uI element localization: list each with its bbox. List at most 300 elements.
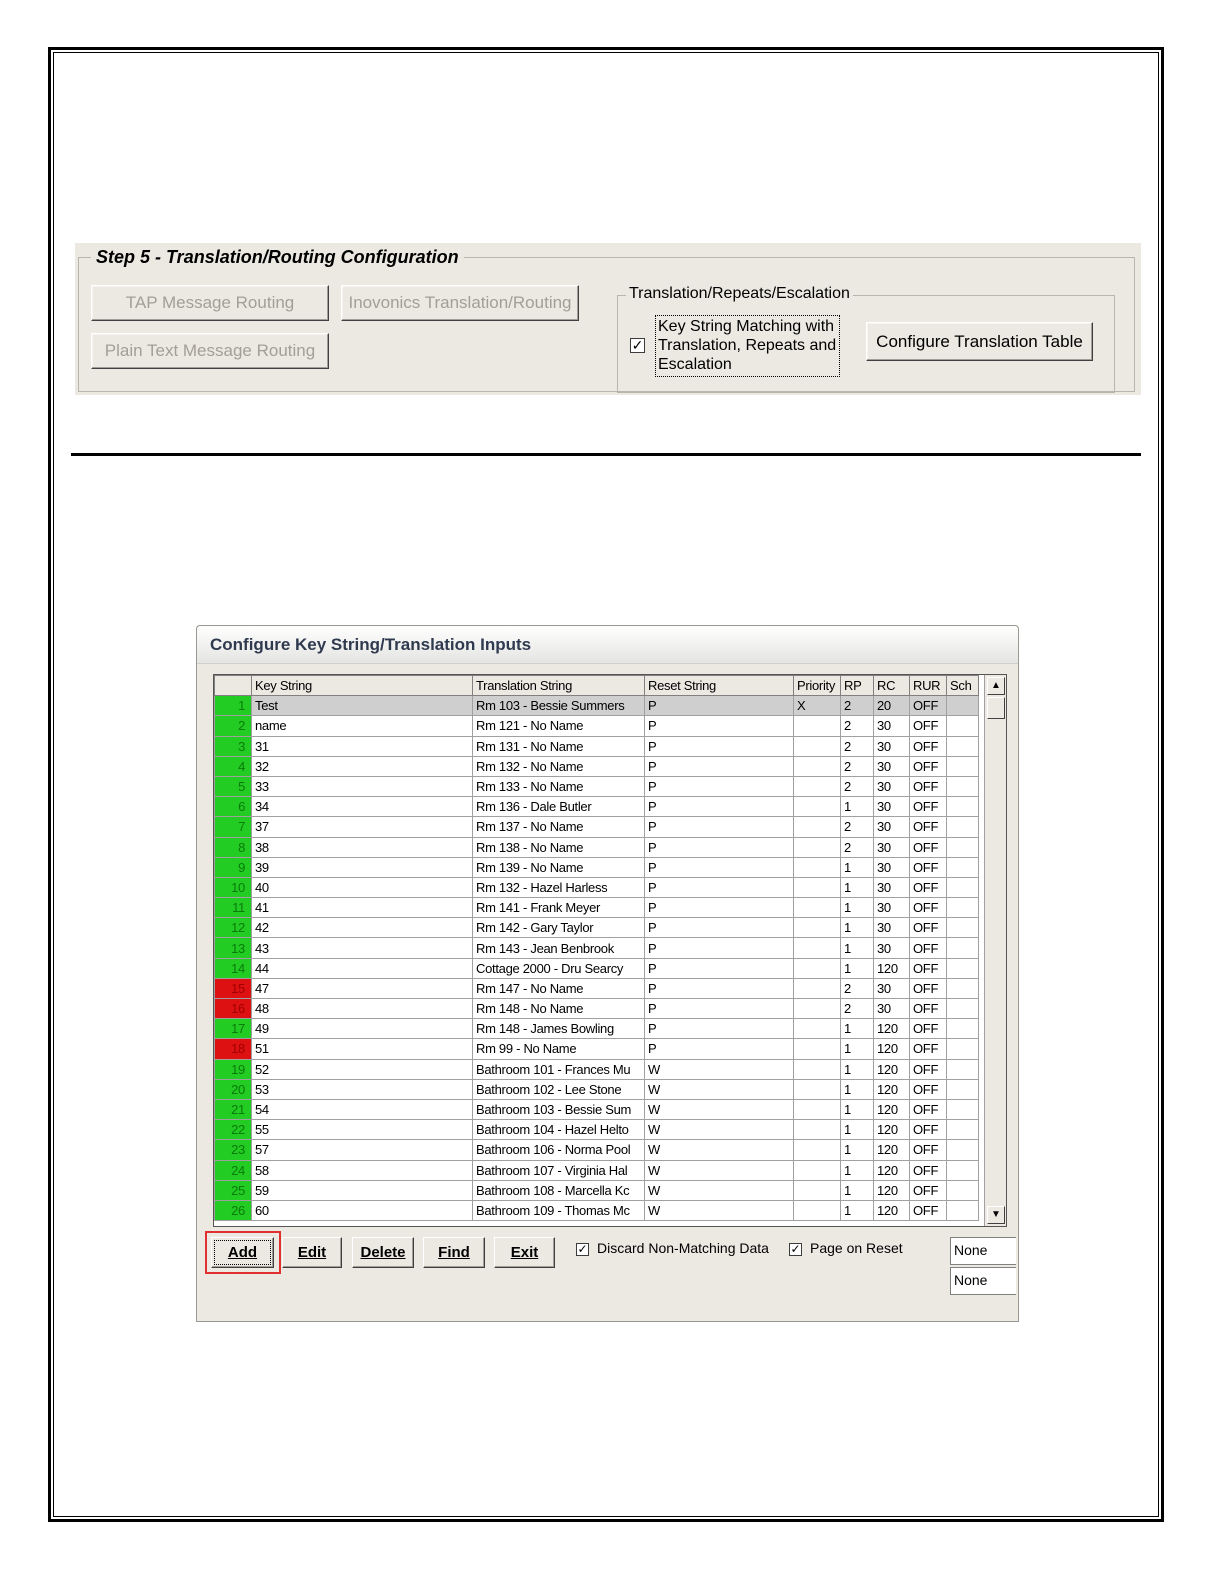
- key-string-cell[interactable]: 59: [252, 1180, 473, 1200]
- key-string-cell[interactable]: 53: [252, 1079, 473, 1099]
- sch-cell[interactable]: [947, 1059, 979, 1079]
- rur-cell[interactable]: OFF: [910, 938, 947, 958]
- priority-cell[interactable]: [794, 1120, 841, 1140]
- table-row[interactable]: [215, 797, 979, 817]
- rur-cell[interactable]: OFF: [910, 817, 947, 837]
- row-number-cell[interactable]: 22: [215, 1120, 252, 1140]
- rc-cell[interactable]: 20: [874, 696, 910, 716]
- rc-cell[interactable]: 30: [874, 898, 910, 918]
- table-row[interactable]: [215, 958, 979, 978]
- sch-cell[interactable]: [947, 1039, 979, 1059]
- sch-cell[interactable]: [947, 817, 979, 837]
- row-number-cell[interactable]: 13: [215, 938, 252, 958]
- row-number-cell[interactable]: 4: [215, 756, 252, 776]
- rp-cell[interactable]: 1: [841, 958, 874, 978]
- exit-button-label: Exit: [510, 1244, 539, 1261]
- translation-string-cell[interactable]: Rm 132 - No Name: [473, 756, 645, 776]
- rur-cell[interactable]: OFF: [910, 1039, 947, 1059]
- rc-cell[interactable]: 120: [874, 1200, 910, 1220]
- translation-string-cell[interactable]: Cottage 2000 - Dru Searcy: [473, 958, 645, 978]
- key-string-grid[interactable]: [213, 674, 1007, 1227]
- table-row[interactable]: [215, 1099, 979, 1119]
- sch-cell[interactable]: [947, 756, 979, 776]
- key-string-cell[interactable]: 58: [252, 1160, 473, 1180]
- column-header[interactable]: Reset String: [645, 676, 794, 696]
- row-number-cell[interactable]: 21: [215, 1099, 252, 1119]
- table-row[interactable]: [215, 877, 979, 897]
- rur-cell[interactable]: OFF: [910, 756, 947, 776]
- rc-cell[interactable]: 120: [874, 1099, 910, 1119]
- priority-cell[interactable]: X: [794, 696, 841, 716]
- dialog-title: Configure Key String/Translation Inputs: [197, 626, 1018, 664]
- column-header[interactable]: RUR: [910, 676, 947, 696]
- table-row[interactable]: [215, 1180, 979, 1200]
- translation-string-cell[interactable]: Rm 138 - No Name: [473, 837, 645, 857]
- reset-string-cell[interactable]: P: [645, 817, 794, 837]
- step5-panel: [75, 243, 1141, 395]
- reset-string-cell[interactable]: P: [645, 958, 794, 978]
- reset-string-cell[interactable]: W: [645, 1200, 794, 1220]
- rp-cell[interactable]: 2: [841, 978, 874, 998]
- rp-cell[interactable]: 1: [841, 1120, 874, 1140]
- reset-string-cell[interactable]: W: [645, 1180, 794, 1200]
- reset-string-cell[interactable]: P: [645, 776, 794, 796]
- rc-cell[interactable]: 120: [874, 1160, 910, 1180]
- reset-string-cell[interactable]: P: [645, 756, 794, 776]
- priority-cell[interactable]: [794, 958, 841, 978]
- column-header[interactable]: RP: [841, 676, 874, 696]
- translation-string-cell[interactable]: Bathroom 106 - Norma Pool: [473, 1140, 645, 1160]
- rc-cell[interactable]: 120: [874, 1140, 910, 1160]
- reset-string-cell[interactable]: P: [645, 978, 794, 998]
- reset-string-cell[interactable]: P: [645, 999, 794, 1019]
- translation-string-cell[interactable]: Bathroom 108 - Marcella Kc: [473, 1180, 645, 1200]
- key-string-cell[interactable]: 41: [252, 898, 473, 918]
- discard-non-matching-label: Discard Non-Matching Data: [597, 1240, 769, 1256]
- table-row[interactable]: [215, 1200, 979, 1220]
- tap-message-routing-button[interactable]: TAP Message Routing: [91, 285, 329, 321]
- table-row[interactable]: [215, 1039, 979, 1059]
- key-string-cell[interactable]: 52: [252, 1059, 473, 1079]
- table-row[interactable]: [215, 918, 979, 938]
- reset-string-cell[interactable]: P: [645, 898, 794, 918]
- rp-cell[interactable]: 1: [841, 1079, 874, 1099]
- scroll-down-icon[interactable]: ▼: [987, 1206, 1005, 1224]
- priority-cell[interactable]: [794, 1039, 841, 1059]
- key-string-cell[interactable]: 48: [252, 999, 473, 1019]
- rp-cell[interactable]: 1: [841, 898, 874, 918]
- reset-string-cell[interactable]: P: [645, 918, 794, 938]
- rp-cell[interactable]: 1: [841, 1019, 874, 1039]
- rp-cell[interactable]: 1: [841, 1180, 874, 1200]
- row-number-cell[interactable]: 8: [215, 837, 252, 857]
- key-string-cell[interactable]: 60: [252, 1200, 473, 1220]
- sch-cell[interactable]: [947, 797, 979, 817]
- row-number-cell[interactable]: 12: [215, 918, 252, 938]
- priority-cell[interactable]: [794, 1019, 841, 1039]
- priority-cell[interactable]: [794, 1079, 841, 1099]
- rc-cell[interactable]: 30: [874, 797, 910, 817]
- row-number-cell[interactable]: 25: [215, 1180, 252, 1200]
- discard-non-matching-option[interactable]: [576, 1240, 769, 1256]
- rur-cell[interactable]: OFF: [910, 716, 947, 736]
- column-header[interactable]: RC: [874, 676, 910, 696]
- reset-string-cell[interactable]: W: [645, 1079, 794, 1099]
- rur-cell[interactable]: OFF: [910, 857, 947, 877]
- sch-cell[interactable]: [947, 837, 979, 857]
- priority-cell[interactable]: [794, 1059, 841, 1079]
- key-string-cell[interactable]: 40: [252, 877, 473, 897]
- key-string-cell[interactable]: 39: [252, 857, 473, 877]
- key-string-cell[interactable]: 51: [252, 1039, 473, 1059]
- row-number-cell[interactable]: 3: [215, 736, 252, 756]
- sch-cell[interactable]: [947, 857, 979, 877]
- sch-cell[interactable]: [947, 716, 979, 736]
- priority-cell[interactable]: [794, 1140, 841, 1160]
- discard-non-matching-checkbox[interactable]: ✓: [577, 1241, 588, 1256]
- key-string-cell[interactable]: 34: [252, 797, 473, 817]
- translation-string-cell[interactable]: Rm 136 - Dale Butler: [473, 797, 645, 817]
- table-row[interactable]: [215, 1019, 979, 1039]
- sch-cell[interactable]: [947, 978, 979, 998]
- sch-cell[interactable]: [947, 958, 979, 978]
- rur-cell[interactable]: OFF: [910, 1160, 947, 1180]
- priority-cell[interactable]: [794, 857, 841, 877]
- reset-string-cell[interactable]: P: [645, 1039, 794, 1059]
- translation-string-cell[interactable]: Rm 121 - No Name: [473, 716, 645, 736]
- rp-cell[interactable]: 2: [841, 696, 874, 716]
- translation-string-cell[interactable]: Rm 133 - No Name: [473, 776, 645, 796]
- reset-string-cell[interactable]: P: [645, 797, 794, 817]
- priority-cell[interactable]: [794, 756, 841, 776]
- rur-cell[interactable]: OFF: [910, 1180, 947, 1200]
- find-button-label: Find: [438, 1244, 470, 1261]
- row-number-cell[interactable]: 14: [215, 958, 252, 978]
- scroll-up-icon[interactable]: ▲: [987, 677, 1005, 695]
- rp-cell[interactable]: 2: [841, 817, 874, 837]
- priority-cell[interactable]: [794, 938, 841, 958]
- rp-cell[interactable]: 1: [841, 1059, 874, 1079]
- sch-cell[interactable]: [947, 918, 979, 938]
- reset-string-cell[interactable]: P: [645, 736, 794, 756]
- row-number-cell[interactable]: 11: [215, 898, 252, 918]
- priority-cell[interactable]: [794, 797, 841, 817]
- grid-vertical-scrollbar[interactable]: [984, 675, 1006, 1226]
- reset-string-cell[interactable]: P: [645, 938, 794, 958]
- key-matching-label[interactable]: [655, 315, 840, 377]
- rp-cell[interactable]: 1: [841, 918, 874, 938]
- key-string-cell[interactable]: 33: [252, 776, 473, 796]
- row-number-cell[interactable]: 26: [215, 1200, 252, 1220]
- add-button[interactable]: [211, 1237, 274, 1268]
- translation-string-cell[interactable]: Rm 141 - Frank Meyer: [473, 898, 645, 918]
- row-number-cell[interactable]: 15: [215, 978, 252, 998]
- reset-string-cell[interactable]: P: [645, 877, 794, 897]
- reset-string-cell[interactable]: P: [645, 837, 794, 857]
- table-row[interactable]: [215, 756, 979, 776]
- table-row[interactable]: [215, 999, 979, 1019]
- rp-cell[interactable]: 2: [841, 837, 874, 857]
- rur-cell[interactable]: OFF: [910, 1200, 947, 1220]
- row-number-cell[interactable]: 1: [215, 696, 252, 716]
- table-row[interactable]: [215, 776, 979, 796]
- rur-cell[interactable]: OFF: [910, 999, 947, 1019]
- grid-corner-header[interactable]: [215, 676, 252, 696]
- priority-cell[interactable]: [794, 837, 841, 857]
- rc-cell[interactable]: 30: [874, 978, 910, 998]
- rc-cell[interactable]: 30: [874, 918, 910, 938]
- sch-cell[interactable]: [947, 999, 979, 1019]
- translation-string-cell[interactable]: Rm 99 - No Name: [473, 1039, 645, 1059]
- row-number-cell[interactable]: 19: [215, 1059, 252, 1079]
- rp-cell[interactable]: 2: [841, 776, 874, 796]
- key-string-cell[interactable]: 31: [252, 736, 473, 756]
- key-string-table: [214, 675, 979, 1221]
- sch-cell[interactable]: [947, 1079, 979, 1099]
- rp-cell[interactable]: 1: [841, 938, 874, 958]
- translation-string-cell[interactable]: Rm 137 - No Name: [473, 817, 645, 837]
- key-string-cell[interactable]: 43: [252, 938, 473, 958]
- key-string-cell[interactable]: 44: [252, 958, 473, 978]
- priority-cell[interactable]: [794, 716, 841, 736]
- priority-cell[interactable]: [794, 736, 841, 756]
- priority-cell[interactable]: [794, 999, 841, 1019]
- row-number-cell[interactable]: 16: [215, 999, 252, 1019]
- rur-cell[interactable]: OFF: [910, 837, 947, 857]
- translation-string-cell[interactable]: Bathroom 104 - Hazel Helto: [473, 1120, 645, 1140]
- table-row[interactable]: [215, 1160, 979, 1180]
- translation-string-cell[interactable]: Rm 139 - No Name: [473, 857, 645, 877]
- rc-cell[interactable]: 30: [874, 716, 910, 736]
- translation-string-cell[interactable]: Rm 148 - No Name: [473, 999, 645, 1019]
- sch-cell[interactable]: [947, 776, 979, 796]
- rc-cell[interactable]: 30: [874, 736, 910, 756]
- rp-cell[interactable]: 1: [841, 1140, 874, 1160]
- sch-cell[interactable]: [947, 898, 979, 918]
- rp-cell[interactable]: 1: [841, 857, 874, 877]
- rc-cell[interactable]: 120: [874, 958, 910, 978]
- rur-cell[interactable]: OFF: [910, 918, 947, 938]
- reset-string-cell[interactable]: P: [645, 716, 794, 736]
- reset-string-cell[interactable]: W: [645, 1120, 794, 1140]
- row-number-cell[interactable]: 5: [215, 776, 252, 796]
- rp-cell[interactable]: 1: [841, 797, 874, 817]
- page-on-reset-checkbox[interactable]: ✓: [790, 1241, 801, 1256]
- reset-string-cell[interactable]: P: [645, 857, 794, 877]
- rc-cell[interactable]: 120: [874, 1039, 910, 1059]
- table-row[interactable]: [215, 736, 979, 756]
- reset-string-cell[interactable]: P: [645, 1019, 794, 1039]
- rp-cell[interactable]: 1: [841, 1160, 874, 1180]
- reset-string-cell[interactable]: W: [645, 1059, 794, 1079]
- translation-string-cell[interactable]: Rm 103 - Bessie Summers: [473, 696, 645, 716]
- priority-cell[interactable]: [794, 918, 841, 938]
- rp-cell[interactable]: 1: [841, 1099, 874, 1119]
- table-row[interactable]: [215, 1079, 979, 1099]
- priority-cell[interactable]: [794, 1099, 841, 1119]
- rc-cell[interactable]: 30: [874, 999, 910, 1019]
- step5-title: Step 5 - Translation/Routing Configuration: [91, 247, 464, 268]
- reset-string-cell[interactable]: P: [645, 696, 794, 716]
- rc-cell[interactable]: 30: [874, 817, 910, 837]
- rc-cell[interactable]: 120: [874, 1019, 910, 1039]
- priority-cell[interactable]: [794, 978, 841, 998]
- reset-string-cell[interactable]: W: [645, 1140, 794, 1160]
- rc-cell[interactable]: 30: [874, 837, 910, 857]
- translation-string-cell[interactable]: Bathroom 103 - Bessie Sum: [473, 1099, 645, 1119]
- table-row[interactable]: [215, 938, 979, 958]
- rur-cell[interactable]: OFF: [910, 978, 947, 998]
- reset-string-cell[interactable]: W: [645, 1099, 794, 1119]
- rp-cell[interactable]: 1: [841, 1200, 874, 1220]
- rc-cell[interactable]: 30: [874, 938, 910, 958]
- rp-cell[interactable]: 1: [841, 1039, 874, 1059]
- row-number-cell[interactable]: 2: [215, 716, 252, 736]
- page-on-reset-option[interactable]: [789, 1240, 903, 1256]
- find-button[interactable]: [423, 1237, 485, 1268]
- rur-cell[interactable]: OFF: [910, 1120, 947, 1140]
- key-string-cell[interactable]: 38: [252, 837, 473, 857]
- sch-cell[interactable]: [947, 1140, 979, 1160]
- rur-cell[interactable]: OFF: [910, 1140, 947, 1160]
- rur-cell[interactable]: OFF: [910, 898, 947, 918]
- row-number-cell[interactable]: 10: [215, 877, 252, 897]
- rp-cell[interactable]: 2: [841, 736, 874, 756]
- none-field-1[interactable]: None: [950, 1237, 1016, 1265]
- edit-button[interactable]: [282, 1237, 342, 1268]
- rur-cell[interactable]: OFF: [910, 1079, 947, 1099]
- translation-string-cell[interactable]: Bathroom 109 - Thomas Mc: [473, 1200, 645, 1220]
- inovonics-translation-button[interactable]: Inovonics Translation/Routing: [341, 285, 579, 321]
- row-number-cell[interactable]: 17: [215, 1019, 252, 1039]
- key-matching-checkbox[interactable]: ✓: [631, 337, 644, 353]
- rc-cell[interactable]: 30: [874, 877, 910, 897]
- key-string-cell[interactable]: 55: [252, 1120, 473, 1140]
- key-string-cell[interactable]: Test: [252, 696, 473, 716]
- key-string-cell[interactable]: 57: [252, 1140, 473, 1160]
- row-number-cell[interactable]: 18: [215, 1039, 252, 1059]
- translation-string-cell[interactable]: Bathroom 107 - Virginia Hal: [473, 1160, 645, 1180]
- rur-cell[interactable]: OFF: [910, 736, 947, 756]
- table-row[interactable]: [215, 1120, 979, 1140]
- translation-string-cell[interactable]: Rm 131 - No Name: [473, 736, 645, 756]
- key-string-cell[interactable]: 47: [252, 978, 473, 998]
- plain-text-message-routing-button[interactable]: Plain Text Message Routing: [91, 333, 329, 369]
- translation-string-cell[interactable]: Rm 142 - Gary Taylor: [473, 918, 645, 938]
- table-row[interactable]: [215, 1059, 979, 1079]
- rp-cell[interactable]: 1: [841, 877, 874, 897]
- delete-button[interactable]: [352, 1237, 414, 1268]
- table-row[interactable]: [215, 696, 979, 716]
- rur-cell[interactable]: OFF: [910, 1059, 947, 1079]
- key-string-cell[interactable]: 37: [252, 817, 473, 837]
- translation-string-cell[interactable]: Rm 147 - No Name: [473, 978, 645, 998]
- row-number-cell[interactable]: 23: [215, 1140, 252, 1160]
- key-string-cell[interactable]: name: [252, 716, 473, 736]
- column-header[interactable]: Sch: [947, 676, 979, 696]
- rur-cell[interactable]: OFF: [910, 877, 947, 897]
- none-field-2[interactable]: None: [950, 1267, 1016, 1295]
- key-string-cell[interactable]: 49: [252, 1019, 473, 1039]
- table-row[interactable]: [215, 716, 979, 736]
- add-button-label: Add: [227, 1244, 258, 1261]
- exit-button[interactable]: [494, 1237, 555, 1268]
- rp-cell[interactable]: 2: [841, 756, 874, 776]
- sch-cell[interactable]: [947, 696, 979, 716]
- rc-cell[interactable]: 120: [874, 1120, 910, 1140]
- key-string-cell[interactable]: 32: [252, 756, 473, 776]
- table-row[interactable]: [215, 857, 979, 877]
- rc-cell[interactable]: 30: [874, 756, 910, 776]
- table-row[interactable]: [215, 817, 979, 837]
- key-matching-label-line3: Escalation: [658, 356, 732, 373]
- table-row[interactable]: [215, 978, 979, 998]
- translation-string-cell[interactable]: Rm 132 - Hazel Harless: [473, 877, 645, 897]
- rc-cell[interactable]: 30: [874, 776, 910, 796]
- row-number-cell[interactable]: 20: [215, 1079, 252, 1099]
- table-row[interactable]: [215, 1140, 979, 1160]
- row-number-cell[interactable]: 24: [215, 1160, 252, 1180]
- rur-cell[interactable]: OFF: [910, 776, 947, 796]
- key-string-cell[interactable]: 42: [252, 918, 473, 938]
- row-number-cell[interactable]: 7: [215, 817, 252, 837]
- rp-cell[interactable]: 2: [841, 716, 874, 736]
- scroll-thumb[interactable]: [987, 697, 1005, 719]
- rc-cell[interactable]: 120: [874, 1180, 910, 1200]
- rur-cell[interactable]: OFF: [910, 1099, 947, 1119]
- rur-cell[interactable]: OFF: [910, 696, 947, 716]
- priority-cell[interactable]: [794, 898, 841, 918]
- sch-cell[interactable]: [947, 938, 979, 958]
- sch-cell[interactable]: [947, 1099, 979, 1119]
- translation-string-cell[interactable]: Bathroom 102 - Lee Stone: [473, 1079, 645, 1099]
- table-row[interactable]: [215, 898, 979, 918]
- sch-cell[interactable]: [947, 1180, 979, 1200]
- rur-cell[interactable]: OFF: [910, 797, 947, 817]
- sch-cell[interactable]: [947, 1200, 979, 1220]
- rc-cell[interactable]: 30: [874, 857, 910, 877]
- row-number-cell[interactable]: 9: [215, 857, 252, 877]
- column-header[interactable]: Priority: [794, 676, 841, 696]
- translation-string-cell[interactable]: Rm 143 - Jean Benbrook: [473, 938, 645, 958]
- rur-cell[interactable]: OFF: [910, 1019, 947, 1039]
- rc-cell[interactable]: 120: [874, 1059, 910, 1079]
- reset-string-cell[interactable]: W: [645, 1160, 794, 1180]
- translation-string-cell[interactable]: Rm 148 - James Bowling: [473, 1019, 645, 1039]
- priority-cell[interactable]: [794, 776, 841, 796]
- rp-cell[interactable]: 2: [841, 999, 874, 1019]
- priority-cell[interactable]: [794, 1200, 841, 1220]
- priority-cell[interactable]: [794, 1160, 841, 1180]
- rur-cell[interactable]: OFF: [910, 958, 947, 978]
- sch-cell[interactable]: [947, 736, 979, 756]
- priority-cell[interactable]: [794, 1180, 841, 1200]
- translation-string-cell[interactable]: Bathroom 101 - Frances Mu: [473, 1059, 645, 1079]
- rc-cell[interactable]: 120: [874, 1079, 910, 1099]
- sch-cell[interactable]: [947, 1120, 979, 1140]
- column-header[interactable]: Key String: [252, 676, 473, 696]
- priority-cell[interactable]: [794, 817, 841, 837]
- row-number-cell[interactable]: 6: [215, 797, 252, 817]
- column-header[interactable]: Translation String: [473, 676, 645, 696]
- priority-cell[interactable]: [794, 877, 841, 897]
- configure-translation-table-button[interactable]: Configure Translation Table: [866, 322, 1093, 361]
- table-row[interactable]: [215, 837, 979, 857]
- sch-cell[interactable]: [947, 1160, 979, 1180]
- key-string-cell[interactable]: 54: [252, 1099, 473, 1119]
- sch-cell[interactable]: [947, 1019, 979, 1039]
- sch-cell[interactable]: [947, 877, 979, 897]
